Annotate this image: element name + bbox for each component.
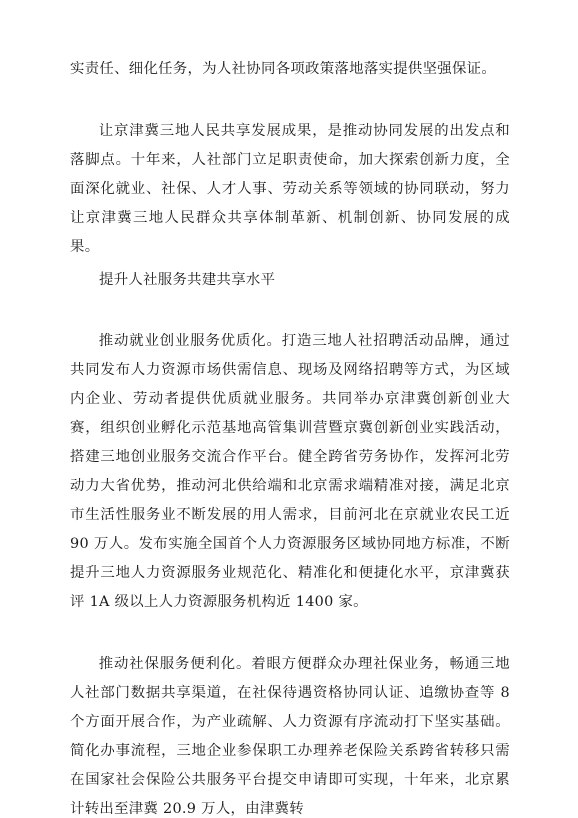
paragraph-continuation: 实责任、细化任务，为人社协同各项政策落地落实提供坚强保证。 — [70, 61, 497, 77]
paragraph-shared-development: 让京津冀三地人民共享发展成果，是推动协同发展的出发点和落脚点。十年来，人社部门立足职责使命，加大探索创新力度，全面深化就业、社保、人才人事、劳动关系等领域的协同联动，努力让京津冀三地人民群众共享体制革新、机制创新、协同发展的成果。 — [70, 123, 510, 255]
paragraph-social-security-services: 推动社保服务便利化。着眼方便群众办理社保业务，畅通三地人社部门数据共享渠道，在社保待遇资格协同认证、追缴协查等 8 个方面开展合作，为产业疏解、人力资源有序流动打下坚实基础。简化办事流程，三地企业参保职工办理养老保险关系跨省转移只需在国家社会保险公共服务平台提交申请即可实现，十年来，北京累计转出至津冀 20.9 万人，由津冀转 — [70, 656, 510, 817]
paragraph-employment-services: 推动就业创业服务优质化。打造三地人社招聘活动品牌，通过共同发布人力资源市场供需信息、现场及网络招聘等方式，为区域内企业、劳动者提供优质就业服务。共同举办京津冀创新创业大赛，组织创业孵化示范基地高管集训营暨京冀创新创业实践活动，搭建三地创业服务交流合作平台。健全跨省劳务协作，发挥河北劳动力大省优势，推动河北供给端和北京需求端精准对接，满足北京市生活性服务业不断发展的用人需求，目前河北在京就业农民工近 90 万人。发布实施全国首个人力资源服务区域协同地方标准，不断提升三地人力资源服务业规范化、精准化和便捷化水平，京津冀获评 1A 级以上人力资源服务机构近 1400 家。 — [70, 333, 510, 610]
section-heading: 提升人社服务共建共享水平 — [99, 272, 276, 288]
